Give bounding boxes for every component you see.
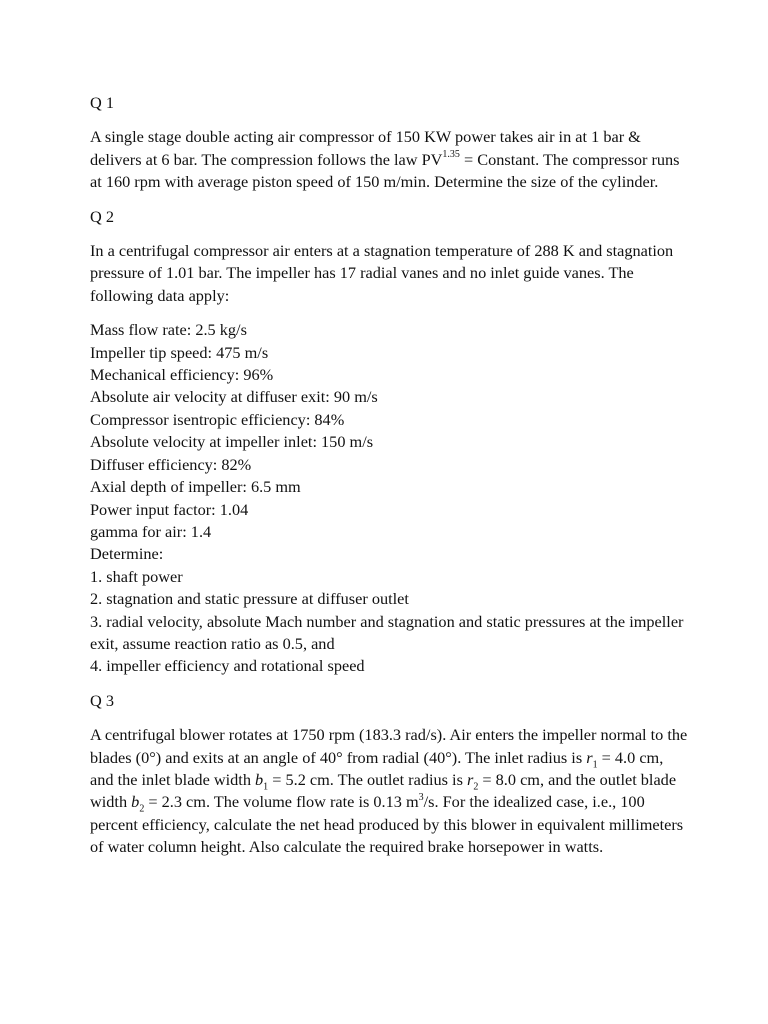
q3-text-2: = 4.0 cm, and the inlet blade width — [90, 747, 664, 789]
q2-intro: In a centrifugal compressor air enters at a stagnation temperature of 288 K and stagnation pressure of 1.01 bar. The impeller has 17 radial vanes and no inlet guide vanes. The following data apply: — [90, 241, 674, 305]
q3-b1-subscript: 1 — [263, 781, 269, 793]
q2-data-list — [90, 319, 690, 678]
q3-r2-subscript: 2 — [473, 781, 479, 793]
list-item: Mass flow rate: 2.5 kg/s — [90, 320, 247, 340]
list-item: 1. shaft power — [90, 566, 183, 586]
q1-heading: Q 1 — [90, 93, 114, 112]
q3-body — [90, 724, 690, 858]
q2-heading: Q 2 — [90, 206, 114, 226]
list-item: Determine: — [90, 544, 164, 564]
q3-r1-symbol: r — [586, 747, 593, 767]
q3-text-5: = 2.3 cm. The volume flow rate is 0.13 m — [144, 792, 419, 812]
q3-cube-superscript: 3 — [418, 791, 424, 803]
list-item: 2. stagnation and static pressure at diffuser outlet — [90, 589, 409, 609]
list-item: Impeller tip speed: 475 m/s — [90, 342, 269, 362]
list-item: Compressor isentropic efficiency: 84% — [90, 409, 345, 429]
document-page — [90, 92, 690, 871]
q3-b2-subscript: 2 — [139, 803, 145, 815]
list-item: 4. impeller efficiency and rotational speed — [90, 656, 365, 676]
q3-heading: Q 3 — [90, 690, 114, 710]
q3-b2-symbol: b — [131, 792, 140, 812]
q1-body — [90, 126, 690, 193]
q1-exponent: 1.35 — [442, 149, 460, 161]
list-item: gamma for air: 1.4 — [90, 521, 212, 541]
q3-b1-symbol: b — [255, 769, 264, 789]
q1-text-a: A single stage double acting air compressor of 150 KW power takes air in at 1 bar & delivers at 6 bar. The compression follows the law PV — [90, 127, 641, 169]
list-item: 3. radial velocity, absolute Mach number and stagnation and static pressures at the impeller exit, assume reaction ratio as 0.5, and — [90, 611, 684, 653]
q3-text-3: = 5.2 cm. The outlet radius is — [268, 769, 467, 789]
q3-text-1: A centrifugal blower rotates at 1750 rpm (183.3 rad/s). Air enters the impeller normal to the blades (0°) and exits at an angle of 40° from radial (40°). The inlet radius is — [90, 725, 688, 767]
list-item: Power input factor: 1.04 — [90, 499, 249, 519]
list-item: Absolute velocity at impeller inlet: 150 m/s — [90, 432, 374, 452]
q3-r2-symbol: r — [466, 769, 474, 789]
q3-text-4: = 8.0 cm, and the outlet blade width — [90, 769, 677, 812]
list-item: Absolute air velocity at diffuser exit: 90 m/s — [90, 387, 378, 407]
list-item: Axial depth of impeller: 6.5 mm — [90, 477, 301, 497]
list-item: Mechanical efficiency: 96% — [90, 365, 274, 385]
q1-text-b: = Constant. The compressor runs at 160 rpm with average piston speed of 150 m/min. Determine the size of the cylinder. — [90, 149, 680, 192]
q3-r1-subscript: 1 — [592, 758, 598, 770]
q3-text-6: /s. For the idealized case, i.e., 100 percent efficiency, calculate the net head produced by this blower in equivalent millimeters of water column height. Also calculate the required brake horsepower in watts. — [90, 792, 684, 857]
list-item: Diffuser efficiency: 82% — [90, 454, 252, 474]
